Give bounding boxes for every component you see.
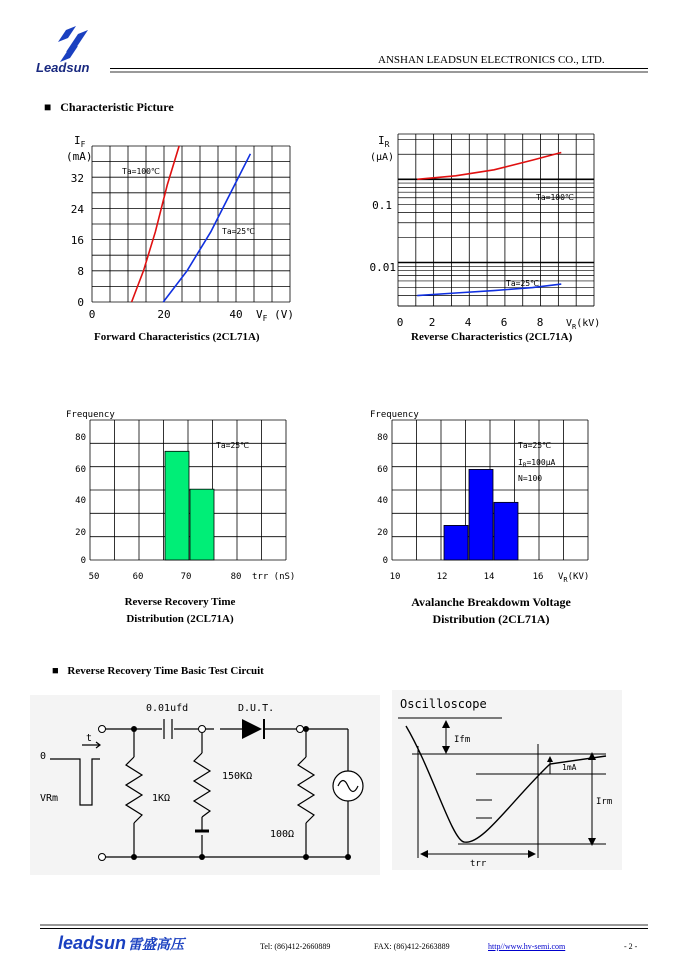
terminal [99,726,106,733]
y-tick: 40 [75,496,86,506]
y-tick: 0 [80,556,86,566]
ifm-label: Ifm [454,735,471,745]
scope-title: Oscilloscope [400,697,487,711]
node-dot [199,854,205,860]
footer-rule [40,924,648,926]
series-label-100: Ta=100℃ [536,193,574,202]
reverse-chart [360,130,620,340]
trr-label: trr [470,859,487,869]
node-dot [345,854,351,860]
terminal [199,726,206,733]
series-line [417,284,561,296]
r2-label: 150KΩ [222,771,253,782]
x-tick: 0 [396,316,404,329]
node-dot [131,726,137,732]
header-rule [110,68,648,69]
r1-label: 1KΩ [152,793,171,804]
x-tick: 60 [132,572,144,582]
y-axis-label: $I_F$ [74,134,86,149]
vr-caption: Avalanche Breakdowm Voltage Distribution (2CL71A) [411,595,571,626]
x-tick: 8 [536,316,544,329]
series-label-100: Ta=100℃ [122,167,160,176]
ac-source-icon [333,771,363,801]
series-label-25: Ta=25℃ [222,227,256,236]
y-tick: 24 [70,203,84,216]
scope-background [392,690,622,870]
x-tick: 10 [389,572,401,582]
footer-fax: FAX: (86)412-2663889 [374,942,450,951]
x-tick: 70 [180,572,192,582]
oscilloscope-waveform [392,690,622,870]
y-tick: 40 [377,496,388,506]
section-title: ■ Characteristic Picture [44,100,174,114]
forward-chart [60,130,320,340]
footer-brand: leadsun 雷盛高压 [58,933,185,953]
y-axis-label: $I_R$ [378,134,390,149]
y-tick: 20 [75,528,86,538]
vr-histogram [362,404,612,584]
y-tick: 32 [70,172,84,185]
x-axis-label: trr (nS) [252,572,296,582]
bar [494,502,518,560]
terminal [99,854,106,861]
header-company: ANSHAN LEADSUN ELECTRONICS CO., LTD. [378,54,605,66]
condition-note: N=100 [518,474,543,483]
terminal [297,726,304,733]
zero-label: 0 [40,751,47,762]
series-line [417,152,561,179]
bullet: ■ [44,100,52,114]
y-axis-unit: (mA) [66,150,93,163]
y-tick: 8 [77,265,84,278]
irm-label: Irm [596,797,613,807]
cap-label: 0.01ufd [146,703,189,714]
x-tick: 50 [88,572,100,582]
t-label: t [86,733,93,744]
x-axis-label: $V_F$ (V) [256,308,294,323]
reverse-caption: Reverse Characteristics (2CL71A) [411,331,573,343]
condition-note: Ta=25℃ [216,441,250,450]
dut-label: D.U.T. [238,703,275,714]
bullet: ■ [52,665,59,677]
trr-caption: Reverse Recovery Time Distribution (2CL71A) [124,596,236,625]
series-label-25: Ta=25℃ [506,279,540,288]
node-dot [131,854,137,860]
x-tick: 0 [88,308,96,321]
node-dot [303,726,309,732]
y-tick: 80 [75,433,86,443]
x-tick: 12 [436,572,448,582]
y-axis-unit: (μA) [370,152,395,163]
y-tick: 20 [377,528,388,538]
y-tick: 60 [75,465,86,475]
x-tick: 16 [532,572,544,582]
header-brand: Leadsun [36,60,90,75]
header-rule-thick [110,71,648,73]
condition-note: Ta=25℃ [518,441,552,450]
footer-page: - 2 - [624,942,638,951]
y-tick: 80 [377,433,388,443]
test-circuit [30,695,380,875]
y-tick: 16 [70,234,84,247]
ma-label: 1mA [562,763,577,772]
bar [444,525,468,560]
y-tick: 0 [77,296,84,309]
x-tick: 2 [428,316,436,329]
x-axis-label: $V_R(KV)$ [558,572,590,584]
y-tick: 0 [382,556,388,566]
x-tick: 14 [483,572,495,582]
x-tick: 4 [464,316,472,329]
y-tick: 0.1 [372,199,392,212]
circuit-background [30,695,380,875]
bar [165,451,189,560]
trr-histogram [60,404,310,584]
y-axis-title: Frequency [370,410,419,420]
section-title: ■ Reverse Recovery Time Basic Test Circuit [52,665,264,677]
condition-note: $I_R=100\mu A$ [518,458,556,469]
footer-rule-thin [40,928,648,929]
vrm-label: VRm [40,793,59,804]
node-dot [303,854,309,860]
x-tick: 80 [230,572,242,582]
bar [190,489,214,560]
y-axis-title: Frequency [66,410,115,420]
x-tick: 40 [229,308,243,321]
x-tick: 6 [500,316,508,329]
x-axis-label: $V_R(kV)$ [566,318,601,331]
footer-url[interactable]: http//www.hv-semi.com [488,942,566,951]
footer-tel: Tel: (86)412-2660889 [260,942,331,951]
r3-label: 100Ω [270,829,295,840]
bar [469,469,493,560]
y-tick: 60 [377,465,388,475]
y-tick: 0.01 [369,261,396,274]
forward-caption: Forward Characteristics (2CL71A) [94,331,260,343]
x-tick: 20 [157,308,171,321]
